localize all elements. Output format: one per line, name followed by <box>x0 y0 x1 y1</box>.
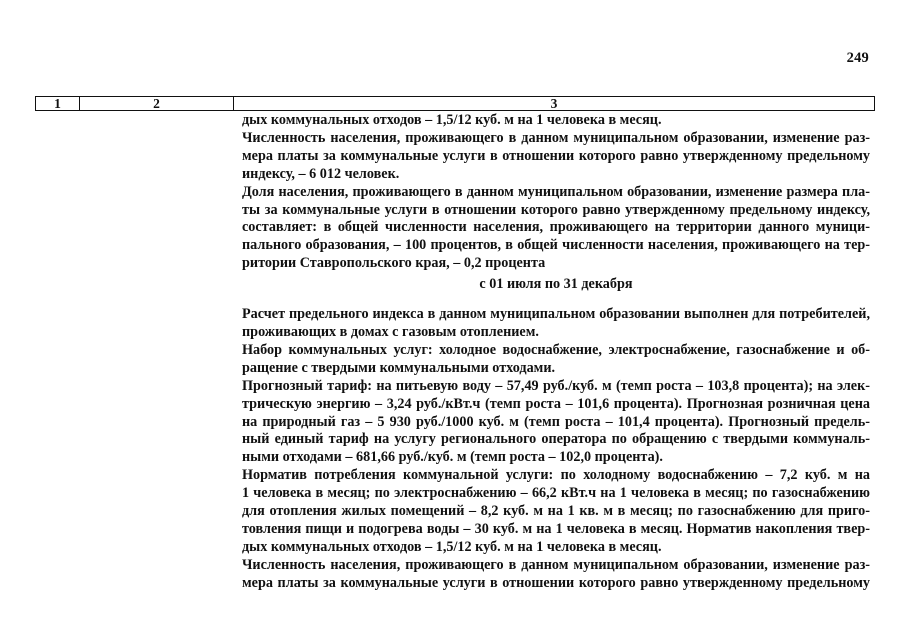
text-line: Численность населения, проживающего в данном муниципальном образовании, изменение раз- <box>242 556 870 573</box>
paragraph-population-count-2 <box>242 557 870 593</box>
text-line: Численность населения, проживающего в данном муниципальном образовании, изменение раз- <box>242 129 870 146</box>
paragraph-forecast-tariff <box>242 378 870 468</box>
text-line: проживающих в домах с газовым отоплением. <box>242 323 539 340</box>
paragraph-waste-continuation <box>242 112 870 130</box>
text-line: 1 человека в месяц; по электроснабжению – 66,2 кВт.ч на 1 человека в месяц; по газоснабжению <box>242 485 870 502</box>
text-line: ными отходами – 681,66 руб./куб. м (темп роста – 102,0 процента). <box>242 449 663 466</box>
paragraph-population-share <box>242 184 870 274</box>
text-line: Прогнозный тариф: на питьевую воду – 57,49 руб./куб. м (темп роста – 103,8 процента); на элек- <box>242 377 870 394</box>
text-line: трическую энергию – 3,24 руб./кВт.ч (темп роста – 101,6 процента). Прогнозная розничная цена <box>242 395 870 412</box>
text-line: Расчет предельного индекса в данном муниципальном образовании выполнен для потребителей, <box>242 306 870 323</box>
paragraph-services-set <box>242 342 870 378</box>
text-line: для отопления жилых помещений – 8,2 куб. м на 1 кв. м в месяц; по газоснабжению для приго- <box>242 503 870 520</box>
text-line: ращение с твердыми коммунальными отходами. <box>242 359 556 376</box>
text-line: пального образования, – 100 процентов, в общей численности населения, проживающего на тер- <box>242 237 870 254</box>
column-number-1: 1 <box>36 97 80 110</box>
paragraph-population-count <box>242 130 870 184</box>
text-line: дых коммунальных отходов – 1,5/12 куб. м на 1 человека в месяц. <box>242 538 662 555</box>
document-body <box>242 112 870 593</box>
text-line: Набор коммунальных услуг: холодное водоснабжение, электроснабжение, газоснабжение и об- <box>242 341 870 358</box>
text-line: Норматив потребления коммунальной услуги: по холодному водоснабжению – 7,2 куб. м на <box>242 467 870 484</box>
text-line: на природный газ – 5 930 руб./1000 куб. м (темп роста – 101,4 процента). Прогнозный предель- <box>242 413 870 430</box>
section-subheading: с 01 июля по 31 декабря <box>479 276 633 293</box>
text-line: ты за коммунальные услуги в отношении которого равно утвержденному предельному индексу, <box>242 201 870 218</box>
page-number: 249 <box>846 50 869 66</box>
text-line: ритории Ставропольского края, – 0,2 процента <box>242 255 546 272</box>
text-line: мера платы за коммунальные услуги в отношении которого равно утвержденному предельному <box>242 574 870 591</box>
paragraph-consumption-norms <box>242 467 870 557</box>
text-line: товления пищи и подогрева воды – 30 куб. м на 1 человека в месяц. Норматив накопления твер- <box>242 520 870 537</box>
column-number-2: 2 <box>80 97 234 110</box>
text-line: индексу, – 6 012 человек. <box>242 165 400 182</box>
table-column-header <box>35 96 875 111</box>
text-line: дых коммунальных отходов – 1,5/12 куб. м на 1 человека в месяц. <box>242 112 662 128</box>
paragraph-index-calculation <box>242 306 870 342</box>
text-line: ный единый тариф на услугу регионального оператора по обращению с твердыми коммуналь- <box>242 431 870 448</box>
text-line: мера платы за коммунальные услуги в отношении которого равно утвержденному предельному <box>242 147 870 164</box>
column-number-3: 3 <box>550 96 558 111</box>
text-line: составляет: в общей численности населения, проживающего на территории данного муници- <box>242 219 870 236</box>
text-line: Доля населения, проживающего в данном муниципальном образовании, изменение размера пла- <box>242 183 870 200</box>
